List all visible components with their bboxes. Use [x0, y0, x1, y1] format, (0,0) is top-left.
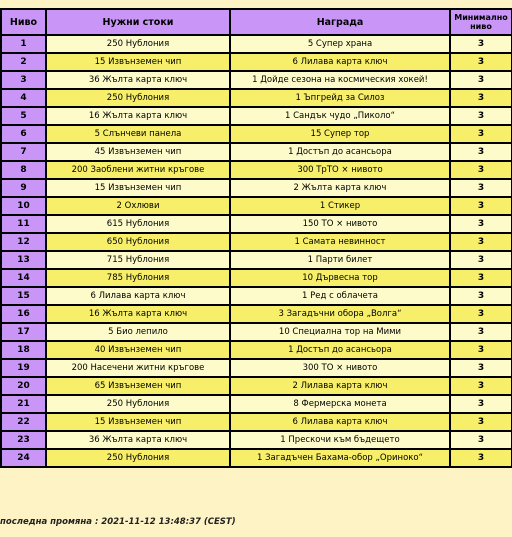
min-level-cell: 3 [450, 161, 512, 179]
min-level-cell: 3 [450, 197, 512, 215]
min-level-cell: 3 [450, 107, 512, 125]
level-cell: 11 [1, 215, 46, 233]
table-row [1, 341, 512, 359]
min-level-cell: 3 [450, 305, 512, 323]
reward-cell: 10 Специална тор на Мими [230, 323, 450, 341]
goods-cell: 6 Лилава карта ключ [46, 287, 230, 305]
table-row [1, 359, 512, 377]
goods-cell: 40 Извънземен чип [46, 341, 230, 359]
table-row [1, 71, 512, 89]
level-cell: 4 [1, 89, 46, 107]
level-cell: 15 [1, 287, 46, 305]
goods-cell: 200 Заоблени житни кръгове [46, 161, 230, 179]
min-level-cell: 3 [450, 395, 512, 413]
reward-cell: 10 Дървесна тор [230, 269, 450, 287]
min-level-cell: 3 [450, 449, 512, 467]
goods-cell: 16 Жълта карта ключ [46, 305, 230, 323]
min-level-cell: 3 [450, 413, 512, 431]
reward-cell: 1 Парти билет [230, 251, 450, 269]
reward-cell: 1 Ред с облачета [230, 287, 450, 305]
min-level-cell: 3 [450, 341, 512, 359]
level-cell: 20 [1, 377, 46, 395]
table-row [1, 323, 512, 341]
min-level-cell: 3 [450, 35, 512, 53]
reward-cell: 15 Супер тор [230, 125, 450, 143]
min-level-cell: 3 [450, 431, 512, 449]
header-reward: Награда [230, 9, 450, 35]
levels-table [0, 8, 512, 468]
table-row [1, 143, 512, 161]
min-level-cell: 3 [450, 269, 512, 287]
level-cell: 12 [1, 233, 46, 251]
table-row [1, 269, 512, 287]
level-cell: 2 [1, 53, 46, 71]
table-row [1, 107, 512, 125]
level-cell: 16 [1, 305, 46, 323]
goods-cell: 615 Нублония [46, 215, 230, 233]
table-row [1, 377, 512, 395]
goods-cell: 250 Нублония [46, 35, 230, 53]
table-row [1, 305, 512, 323]
level-cell: 9 [1, 179, 46, 197]
reward-cell: 1 Дойде сезона на космическия хокей! [230, 71, 450, 89]
min-level-cell: 3 [450, 233, 512, 251]
min-level-cell: 3 [450, 287, 512, 305]
goods-cell: 15 Извънземен чип [46, 413, 230, 431]
goods-cell: 250 Нублония [46, 395, 230, 413]
reward-cell: 8 Фермерска монета [230, 395, 450, 413]
reward-cell: 3 Загадъчни обора „Волга“ [230, 305, 450, 323]
reward-cell: 1 Прескочи към бъдещето [230, 431, 450, 449]
table-row [1, 197, 512, 215]
table-row [1, 179, 512, 197]
reward-cell: 1 Достъп до асансьора [230, 341, 450, 359]
goods-cell: 5 Био лепило [46, 323, 230, 341]
table-row [1, 431, 512, 449]
goods-cell: 36 Жълта карта ключ [46, 431, 230, 449]
reward-cell: 300 ТО × нивото [230, 359, 450, 377]
level-cell: 23 [1, 431, 46, 449]
reward-cell: 1 Стикер [230, 197, 450, 215]
level-cell: 7 [1, 143, 46, 161]
level-cell: 5 [1, 107, 46, 125]
goods-cell: 715 Нублония [46, 251, 230, 269]
level-cell: 13 [1, 251, 46, 269]
table-row [1, 35, 512, 53]
goods-cell: 45 Извънземен чип [46, 143, 230, 161]
goods-cell: 65 Извънземен чип [46, 377, 230, 395]
level-cell: 24 [1, 449, 46, 467]
goods-cell: 650 Нублония [46, 233, 230, 251]
goods-cell: 785 Нублония [46, 269, 230, 287]
min-level-cell: 3 [450, 179, 512, 197]
reward-cell: 1 Самата невинност [230, 233, 450, 251]
level-cell: 1 [1, 35, 46, 53]
level-cell: 6 [1, 125, 46, 143]
reward-cell: 300 ТрТО × нивото [230, 161, 450, 179]
goods-cell: 15 Извънземен чип [46, 179, 230, 197]
reward-cell: 2 Лилава карта ключ [230, 377, 450, 395]
level-cell: 17 [1, 323, 46, 341]
min-level-cell: 3 [450, 125, 512, 143]
level-cell: 19 [1, 359, 46, 377]
table-row [1, 287, 512, 305]
goods-cell: 16 Жълта карта ключ [46, 107, 230, 125]
goods-cell: 2 Охлюви [46, 197, 230, 215]
min-level-cell: 3 [450, 251, 512, 269]
header-row [1, 9, 512, 35]
goods-cell: 250 Нублония [46, 449, 230, 467]
table-row [1, 395, 512, 413]
reward-cell: 150 ТО × нивото [230, 215, 450, 233]
level-cell: 14 [1, 269, 46, 287]
table-row [1, 125, 512, 143]
min-level-cell: 3 [450, 89, 512, 107]
table-row [1, 89, 512, 107]
table-row [1, 53, 512, 71]
header-needed-goods: Нужни стоки [46, 9, 230, 35]
min-level-cell: 3 [450, 323, 512, 341]
table-row [1, 251, 512, 269]
min-level-cell: 3 [450, 377, 512, 395]
min-level-cell: 3 [450, 53, 512, 71]
goods-cell: 5 Слънчеви панела [46, 125, 230, 143]
goods-cell: 15 Извънземен чип [46, 53, 230, 71]
table-row [1, 233, 512, 251]
min-level-cell: 3 [450, 359, 512, 377]
reward-cell: 6 Лилава карта ключ [230, 53, 450, 71]
min-level-cell: 3 [450, 71, 512, 89]
table-row [1, 413, 512, 431]
goods-cell: 200 Насечени житни кръгове [46, 359, 230, 377]
level-cell: 8 [1, 161, 46, 179]
reward-cell: 1 Сандък чудо „Пиколо“ [230, 107, 450, 125]
reward-cell: 5 Супер храна [230, 35, 450, 53]
last-modified-note: последна промяна : 2021-11-12 13:48:37 (CEST) [0, 517, 236, 527]
reward-cell: 1 Загадъчен Бахама-обор „Ориноко“ [230, 449, 450, 467]
table-row [1, 215, 512, 233]
reward-cell: 2 Жълта карта ключ [230, 179, 450, 197]
reward-cell: 1 Достъп до асансьора [230, 143, 450, 161]
table-body [1, 35, 512, 467]
level-cell: 18 [1, 341, 46, 359]
goods-cell: 250 Нублония [46, 89, 230, 107]
min-level-cell: 3 [450, 143, 512, 161]
level-cell: 10 [1, 197, 46, 215]
reward-cell: 1 Ъпгрейд за Силоз [230, 89, 450, 107]
reward-cell: 6 Лилава карта ключ [230, 413, 450, 431]
level-cell: 21 [1, 395, 46, 413]
header-min-level: Минимално ниво [450, 9, 512, 35]
header-level: Ниво [1, 9, 46, 35]
level-cell: 3 [1, 71, 46, 89]
goods-cell: 36 Жълта карта ключ [46, 71, 230, 89]
table-row [1, 161, 512, 179]
min-level-cell: 3 [450, 215, 512, 233]
level-cell: 22 [1, 413, 46, 431]
table-row [1, 449, 512, 467]
